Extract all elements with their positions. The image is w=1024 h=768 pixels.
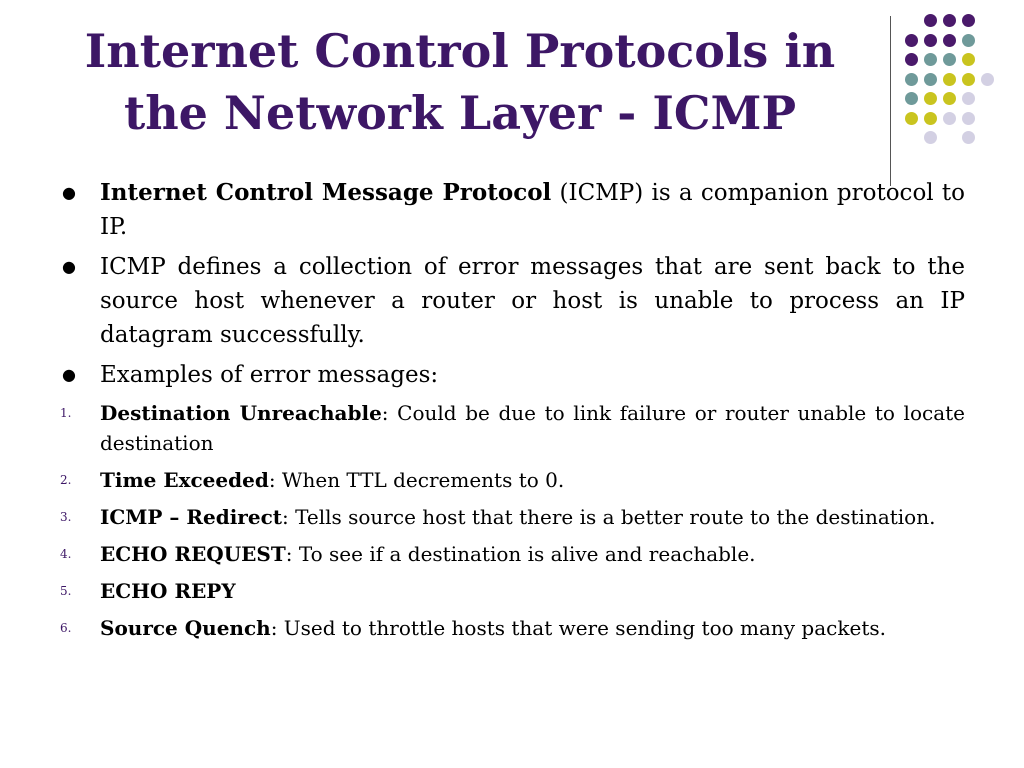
list-number: 5.: [60, 584, 72, 598]
numbered-item: [60, 613, 965, 643]
bullet-text: Examples of error messages:: [100, 362, 439, 388]
decorative-dot: [943, 112, 956, 125]
decorative-dot: [962, 53, 975, 66]
numbered-bold-text: Source Quench: [100, 616, 271, 640]
numbered-text: : Used to throttle hosts that were sending too many packets.: [270, 616, 886, 640]
decorative-dot: [962, 112, 975, 125]
list-number: 4.: [60, 547, 72, 561]
decorative-dot: [905, 53, 918, 66]
numbered-item: [60, 398, 965, 458]
decorative-dot: [924, 92, 937, 105]
numbered-text: : Tells source host that there is a better route to the destination.: [281, 505, 936, 529]
bullet-item: [60, 176, 965, 244]
decorative-dot: [924, 34, 937, 47]
numbered-text: : When TTL decrements to 0.: [268, 468, 565, 492]
decorative-dot: [943, 92, 956, 105]
list-number: 1.: [60, 406, 72, 420]
decorative-dot-grid: [905, 14, 1015, 164]
numbered-bold-text: Time Exceeded: [100, 468, 269, 492]
decorative-dot: [962, 34, 975, 47]
bullet-icon: ●: [62, 257, 76, 276]
title-divider: [890, 16, 891, 186]
decorative-dot: [943, 34, 956, 47]
decorative-dot: [962, 73, 975, 86]
decorative-dot: [943, 53, 956, 66]
decorative-dot: [924, 14, 937, 27]
numbered-text: : To see if a destination is alive and reachable.: [285, 542, 756, 566]
numbered-item: [60, 465, 965, 495]
decorative-dot: [962, 131, 975, 144]
numbered-item: [60, 576, 965, 606]
list-number: 2.: [60, 473, 72, 487]
bullet-icon: ●: [62, 183, 76, 202]
title-line-1: Internet Control Protocols in: [84, 24, 836, 78]
decorative-dot: [924, 73, 937, 86]
decorative-dot: [905, 73, 918, 86]
numbered-item: [60, 539, 965, 569]
bullet-bold-text: Internet Control Message Protocol: [100, 179, 552, 206]
numbered-item: [60, 502, 965, 532]
decorative-dot: [943, 73, 956, 86]
bullet-item: [60, 250, 965, 352]
decorative-dot: [905, 34, 918, 47]
decorative-dot: [924, 131, 937, 144]
decorative-dot: [962, 92, 975, 105]
decorative-dot: [924, 53, 937, 66]
slide-title: [40, 20, 880, 144]
numbered-text: : Could be due to link failure or router unable to locate destination: [100, 401, 965, 455]
decorative-dot: [943, 14, 956, 27]
list-number: 6.: [60, 621, 72, 635]
bullet-text: ICMP defines a collection of error messages that are sent back to the source host whenever a router or host is unable to process an IP datagram successfully.: [100, 254, 965, 348]
numbered-bold-text: ECHO REPY: [100, 579, 236, 603]
decorative-dot: [962, 14, 975, 27]
decorative-dot: [924, 112, 937, 125]
list-number: 3.: [60, 510, 72, 524]
decorative-dot: [905, 112, 918, 125]
slide-body: [60, 176, 965, 650]
decorative-dot: [981, 73, 994, 86]
numbered-bold-text: ECHO REQUEST: [100, 542, 286, 566]
bullet-item: [60, 358, 965, 392]
numbered-bold-text: ICMP – Redirect: [100, 505, 282, 529]
title-line-2: the Network Layer - ICMP: [123, 86, 797, 140]
numbered-bold-text: Destination Unreachable: [100, 401, 382, 425]
decorative-dot: [905, 92, 918, 105]
bullet-icon: ●: [62, 365, 76, 384]
bullet-text: (ICMP) is a companion protocol to IP.: [100, 180, 965, 240]
